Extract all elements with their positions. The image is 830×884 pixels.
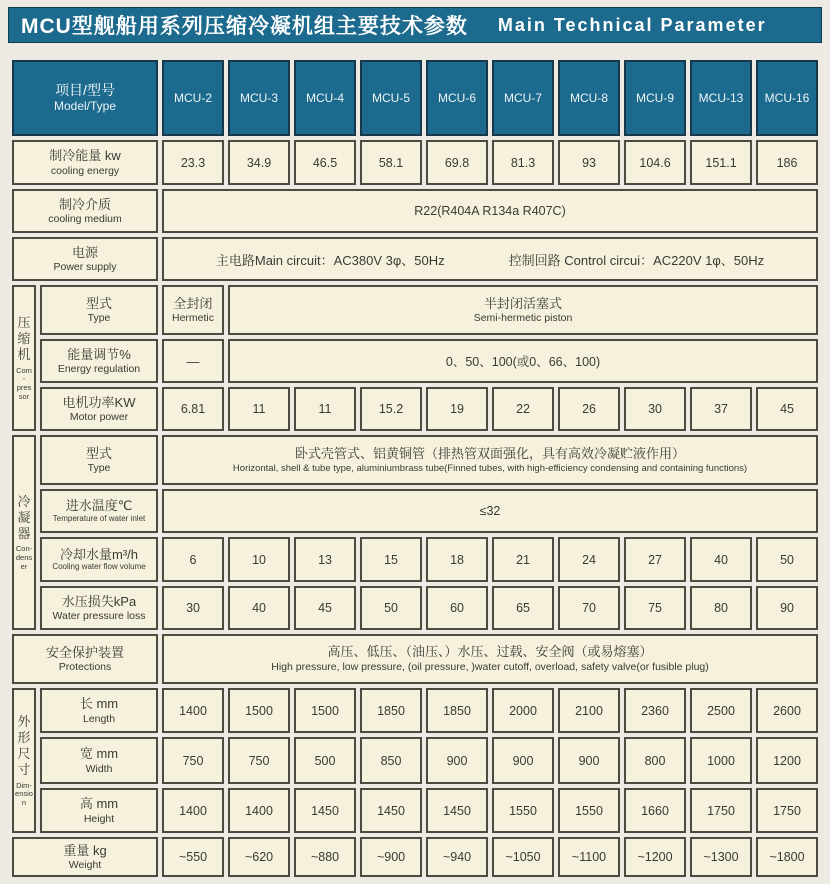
cooling-medium-value-cell: R22(R404A R134a R407C) bbox=[162, 189, 818, 233]
value-cell: 50 bbox=[360, 586, 422, 630]
row-label-compressor-type bbox=[40, 285, 158, 335]
value-cell: 900 bbox=[492, 737, 554, 784]
value-cell: 23.3 bbox=[162, 140, 224, 185]
value-cell: 37 bbox=[690, 387, 752, 431]
value-cell: 1000 bbox=[690, 737, 752, 784]
value-cell: 34.9 bbox=[228, 140, 290, 185]
row-label-water-pressure-loss bbox=[40, 586, 158, 630]
value-cell: 80 bbox=[690, 586, 752, 630]
row-label-en: Height bbox=[83, 812, 115, 825]
protections-en: High pressure, low pressure, (oil pressure, )water cutoff, overload, safety valve(or fusible plug) bbox=[271, 661, 709, 674]
value-cell: 900 bbox=[558, 737, 620, 784]
header-row bbox=[12, 60, 818, 136]
parameters-table bbox=[8, 56, 822, 881]
value-cell: 75 bbox=[624, 586, 686, 630]
value-cell: ~1200 bbox=[624, 837, 686, 877]
row-label-zh: 安全保护装置 bbox=[46, 644, 125, 660]
model-column-header: MCU-7 bbox=[492, 60, 554, 136]
value-cell: 1550 bbox=[492, 788, 554, 833]
group-label-zh: 冷凝器 bbox=[17, 493, 31, 542]
row-label-en: Weight bbox=[68, 859, 102, 872]
value-cell: 2500 bbox=[690, 688, 752, 733]
power-supply-value-cell bbox=[162, 237, 818, 281]
row-cooling-energy bbox=[12, 140, 818, 185]
row-label-en: Protections bbox=[58, 661, 112, 674]
row-label-water-inlet-temp bbox=[40, 489, 158, 533]
value-cell: 22 bbox=[492, 387, 554, 431]
row-energy-regulation bbox=[12, 339, 818, 383]
value-cell: 2360 bbox=[624, 688, 686, 733]
value-cell: 30 bbox=[624, 387, 686, 431]
row-label-cooling-water-flow bbox=[40, 537, 158, 582]
hermetic-en: Hermetic bbox=[172, 312, 215, 325]
value-cell: 2100 bbox=[558, 688, 620, 733]
value-cell: 1450 bbox=[360, 788, 422, 833]
group-label-compressor bbox=[12, 285, 36, 431]
row-label-zh: 制冷能量 kw bbox=[49, 148, 121, 164]
value-cell: 21 bbox=[492, 537, 554, 582]
value-cell: 1400 bbox=[162, 788, 224, 833]
page-title-en: Main Technical Parameter bbox=[497, 14, 767, 35]
semi-hermetic-en: Semi-hermetic piston bbox=[473, 312, 573, 325]
value-cell: ~1050 bbox=[492, 837, 554, 877]
group-label-zh: 压缩机 bbox=[17, 314, 31, 363]
row-water-inlet-temp bbox=[12, 489, 818, 533]
value-cell: 6 bbox=[162, 537, 224, 582]
row-label-energy-regulation bbox=[40, 339, 158, 383]
row-label-zh: 型式 bbox=[86, 445, 113, 461]
value-cell: 11 bbox=[228, 387, 290, 431]
value-cell: 70 bbox=[558, 586, 620, 630]
value-cell: 800 bbox=[624, 737, 686, 784]
row-protections bbox=[12, 634, 818, 684]
row-width bbox=[12, 737, 818, 784]
value-cell: 2000 bbox=[492, 688, 554, 733]
row-label-zh: 制冷介质 bbox=[59, 196, 112, 212]
row-label-zh: 能量调节% bbox=[67, 346, 131, 362]
value-cell: 81.3 bbox=[492, 140, 554, 185]
row-label-en: cooling energy bbox=[50, 164, 120, 177]
row-label-en: Temperature of water inlet bbox=[52, 513, 146, 523]
value-cell: ~1300 bbox=[690, 837, 752, 877]
value-cell: ~1100 bbox=[558, 837, 620, 877]
row-height bbox=[12, 788, 818, 833]
model-column-header: MCU-4 bbox=[294, 60, 356, 136]
row-label-zh: 长 mm bbox=[79, 696, 119, 712]
row-label-motor-power bbox=[40, 387, 158, 431]
value-cell: 1660 bbox=[624, 788, 686, 833]
water-inlet-temp-value-cell: ≤32 bbox=[162, 489, 818, 533]
row-label-zh: 型式 bbox=[86, 295, 113, 311]
row-label-en: Energy regulation bbox=[57, 363, 141, 376]
model-type-header-cell bbox=[12, 60, 158, 136]
model-column-header: MCU-9 bbox=[624, 60, 686, 136]
value-cell: 2600 bbox=[756, 688, 818, 733]
value-cell: 1550 bbox=[558, 788, 620, 833]
value-cell: 60 bbox=[426, 586, 488, 630]
model-column-header: MCU-2 bbox=[162, 60, 224, 136]
value-cell: 151.1 bbox=[690, 140, 752, 185]
value-cell: 58.1 bbox=[360, 140, 422, 185]
row-water-pressure-loss bbox=[12, 586, 818, 630]
value-cell: 30 bbox=[162, 586, 224, 630]
row-label-en: Cooling water flow volume bbox=[52, 562, 146, 572]
value-cell: 750 bbox=[228, 737, 290, 784]
value-cell: 93 bbox=[558, 140, 620, 185]
hermetic-zh: 全封闭 bbox=[173, 295, 213, 311]
value-cell: 104.6 bbox=[624, 140, 686, 185]
page-title-zh: MCU型舰船用系列压缩冷凝机组主要技术参数 bbox=[21, 15, 468, 38]
control-circuit-spec: 控制回路 Control circui：AC220V 1φ、50Hz bbox=[508, 252, 765, 268]
row-label-protections bbox=[12, 634, 158, 684]
row-motor-power bbox=[12, 387, 818, 431]
value-cell: 900 bbox=[426, 737, 488, 784]
value-cell: 1400 bbox=[162, 688, 224, 733]
row-condenser-type bbox=[12, 435, 818, 485]
model-column-header: MCU-16 bbox=[756, 60, 818, 136]
row-label-condenser-type bbox=[40, 435, 158, 485]
energy-regulation-value-cell: 0、50、100(或0、66、100) bbox=[228, 339, 818, 383]
hermetic-type-cell bbox=[162, 285, 224, 335]
condenser-type-zh: 卧式壳管式、铝黄铜管（排热管双面强化，具有高效冷凝贮液作用） bbox=[295, 445, 686, 461]
group-label-en: Dim-ension bbox=[15, 780, 33, 807]
model-column-header: MCU-13 bbox=[690, 60, 752, 136]
row-label-zh: 水压损失kPa bbox=[61, 593, 137, 609]
value-cell: 1450 bbox=[294, 788, 356, 833]
model-type-header-en: Model/Type bbox=[53, 98, 117, 113]
value-cell: 186 bbox=[756, 140, 818, 185]
row-label-width bbox=[40, 737, 158, 784]
value-cell: 40 bbox=[690, 537, 752, 582]
value-cell: ~620 bbox=[228, 837, 290, 877]
row-label-en: Motor power bbox=[69, 411, 129, 424]
value-cell: 26 bbox=[558, 387, 620, 431]
value-cell: 15.2 bbox=[360, 387, 422, 431]
model-column-header: MCU-5 bbox=[360, 60, 422, 136]
value-cell: ~940 bbox=[426, 837, 488, 877]
row-label-height bbox=[40, 788, 158, 833]
value-cell: 500 bbox=[294, 737, 356, 784]
protections-value-cell bbox=[162, 634, 818, 684]
value-cell: 18 bbox=[426, 537, 488, 582]
row-label-zh: 宽 mm bbox=[79, 746, 119, 762]
value-cell: 750 bbox=[162, 737, 224, 784]
value-cell: 65 bbox=[492, 586, 554, 630]
row-label-en: Type bbox=[87, 312, 111, 325]
value-cell: 19 bbox=[426, 387, 488, 431]
protections-zh: 高压、低压、（油压、）水压、过载、安全阀（或易熔塞） bbox=[327, 644, 653, 660]
group-label-condenser bbox=[12, 435, 36, 630]
row-label-weight bbox=[12, 837, 158, 877]
row-label-en: cooling medium bbox=[48, 213, 122, 226]
model-column-header: MCU-3 bbox=[228, 60, 290, 136]
row-label-zh: 高 mm bbox=[79, 796, 119, 812]
value-cell: 1400 bbox=[228, 788, 290, 833]
model-type-header-zh: 项目/型号 bbox=[55, 82, 115, 99]
value-cell: 1200 bbox=[756, 737, 818, 784]
value-cell: 1750 bbox=[690, 788, 752, 833]
value-cell: 1450 bbox=[426, 788, 488, 833]
value-cell: ~900 bbox=[360, 837, 422, 877]
value-cell: 1850 bbox=[426, 688, 488, 733]
condenser-type-value-cell bbox=[162, 435, 818, 485]
group-label-zh: 外形尺寸 bbox=[17, 713, 31, 778]
row-compressor-type bbox=[12, 285, 818, 335]
row-cooling-medium bbox=[12, 189, 818, 233]
row-label-cooling-energy bbox=[12, 140, 158, 185]
model-column-header: MCU-6 bbox=[426, 60, 488, 136]
value-cell: 46.5 bbox=[294, 140, 356, 185]
row-label-en: Power supply bbox=[53, 261, 117, 274]
value-cell: 90 bbox=[756, 586, 818, 630]
row-label-length bbox=[40, 688, 158, 733]
row-label-en: Length bbox=[82, 712, 116, 725]
value-cell: 850 bbox=[360, 737, 422, 784]
row-label-en: Type bbox=[87, 462, 111, 475]
row-label-cooling-medium bbox=[12, 189, 158, 233]
value-cell: ~1800 bbox=[756, 837, 818, 877]
value-cell: 1850 bbox=[360, 688, 422, 733]
value-cell: 1750 bbox=[756, 788, 818, 833]
row-length bbox=[12, 688, 818, 733]
group-label-en: Con-denser bbox=[15, 544, 33, 571]
value-cell: 24 bbox=[558, 537, 620, 582]
group-label-en: Com-pressor bbox=[16, 365, 32, 401]
value-cell: 1500 bbox=[294, 688, 356, 733]
row-cooling-water-flow bbox=[12, 537, 818, 582]
value-cell: 45 bbox=[294, 586, 356, 630]
row-label-en: Width bbox=[85, 762, 113, 775]
value-cell: 69.8 bbox=[426, 140, 488, 185]
value-cell: 13 bbox=[294, 537, 356, 582]
value-cell: 40 bbox=[228, 586, 290, 630]
value-cell: ~880 bbox=[294, 837, 356, 877]
row-power-supply bbox=[12, 237, 818, 281]
semi-hermetic-zh: 半封闭活塞式 bbox=[484, 295, 563, 311]
model-column-header: MCU-8 bbox=[558, 60, 620, 136]
row-label-zh: 电源 bbox=[72, 244, 99, 260]
row-label-en: Water pressure loss bbox=[52, 610, 146, 623]
group-label-dimension bbox=[12, 688, 36, 833]
value-cell: 45 bbox=[756, 387, 818, 431]
value-cell: 6.81 bbox=[162, 387, 224, 431]
value-cell: 1500 bbox=[228, 688, 290, 733]
main-circuit-spec: 主电路Main circuit：AC380V 3φ、50Hz bbox=[215, 252, 445, 268]
row-label-zh: 电机功率KW bbox=[62, 394, 136, 410]
value-cell: 15 bbox=[360, 537, 422, 582]
condenser-type-en: Horizontal, shell & tube type, aluminiumbrass tube(Finned tubes, with high-efficiency condensing and containing functions) bbox=[232, 462, 748, 474]
value-cell: 10 bbox=[228, 537, 290, 582]
value-cell: ~550 bbox=[162, 837, 224, 877]
row-weight bbox=[12, 837, 818, 877]
value-cell: 50 bbox=[756, 537, 818, 582]
row-label-zh: 冷却水量m³/h bbox=[60, 546, 139, 562]
semi-hermetic-type-cell bbox=[228, 285, 818, 335]
value-cell: 11 bbox=[294, 387, 356, 431]
row-label-zh: 进水温度℃ bbox=[65, 498, 133, 514]
energy-regulation-dash-cell: — bbox=[162, 339, 224, 383]
value-cell: 27 bbox=[624, 537, 686, 582]
page-title-bar bbox=[8, 7, 822, 43]
row-label-power-supply bbox=[12, 237, 158, 281]
row-label-zh: 重量 kg bbox=[63, 842, 107, 858]
